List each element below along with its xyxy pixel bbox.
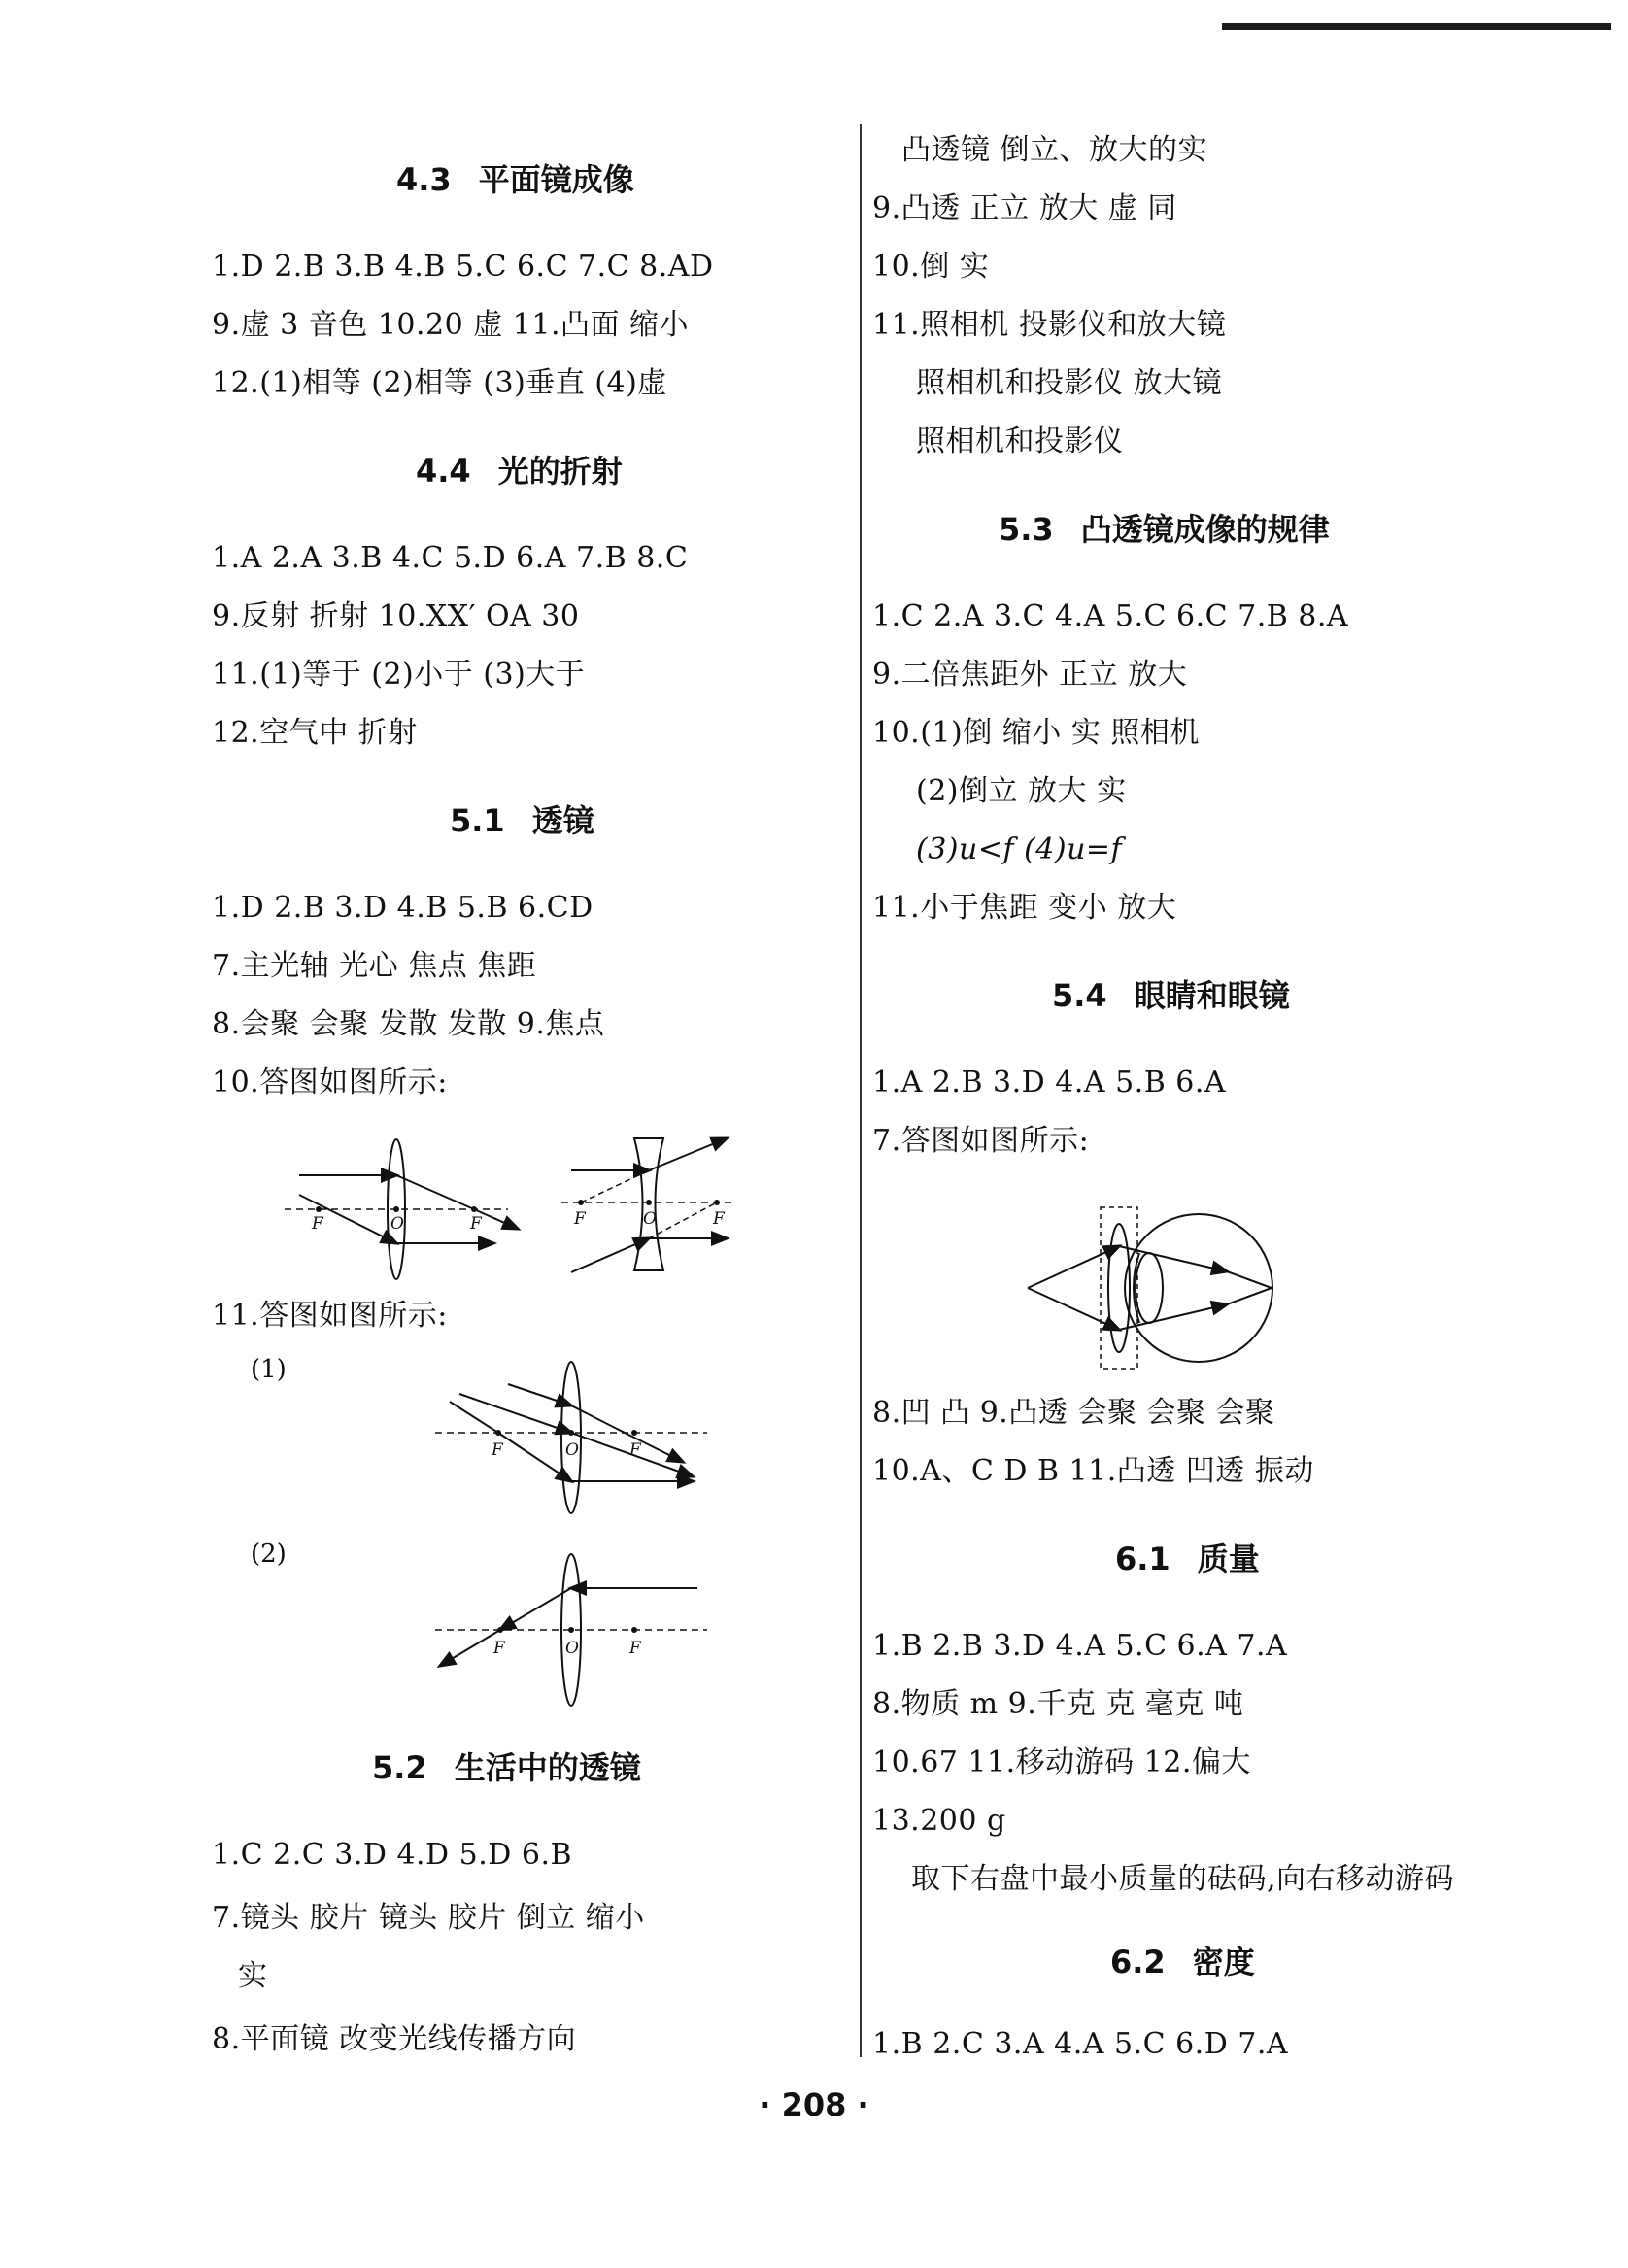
optical-center-label: O xyxy=(565,1639,579,1658)
section-heading-4-4: 4.4 光的折射 xyxy=(416,453,623,490)
answer-line: 8.凹 凸 9.凸透 会聚 会聚 会聚 xyxy=(872,1396,1275,1430)
answer-line: 9.凸透 正立 放大 虚 同 xyxy=(872,191,1177,225)
optical-center-label: O xyxy=(565,1440,579,1460)
answer-line: 10.A、C D B 11.凸透 凹透 振动 xyxy=(872,1454,1314,1488)
answer-line: 1.B 2.B 3.D 4.A 5.C 6.A 7.A xyxy=(872,1629,1288,1663)
answer-line: 11.照相机 投影仪和放大镜 xyxy=(872,308,1227,342)
answer-line: 10.67 11.移动游码 12.偏大 xyxy=(872,1745,1251,1779)
section-heading-5-2: 5.2 生活中的透镜 xyxy=(372,1749,641,1786)
focus-label: F xyxy=(629,1639,641,1658)
answer-line: 1.A 2.B 3.D 4.A 5.B 6.A xyxy=(872,1066,1227,1100)
optical-center-label: O xyxy=(643,1209,657,1229)
answer-line: 11.答图如图所示: xyxy=(212,1299,448,1333)
answer-line: (3)u<f (4)u=f xyxy=(916,832,1123,866)
focus-label: F xyxy=(629,1440,641,1460)
figure-11-2-convex-lens xyxy=(430,1544,712,1709)
answer-line: 11.(1)等于 (2)小于 (3)大于 xyxy=(212,658,586,692)
answer-line: 8.会聚 会聚 发散 发散 9.焦点 xyxy=(212,1007,605,1041)
answer-line: 10.答图如图所示: xyxy=(212,1066,448,1100)
focus-label: F xyxy=(493,1639,505,1658)
concave-lens-diagram xyxy=(561,1138,736,1272)
answer-line: 12.(1)相等 (2)相等 (3)垂直 (4)虚 xyxy=(212,366,667,400)
focus-label: F xyxy=(713,1209,725,1229)
figure-eye-with-lens xyxy=(1023,1200,1275,1379)
section-heading-5-4: 5.4 眼睛和眼镜 xyxy=(1052,977,1290,1014)
answer-line: 10.(1)倒 缩小 实 照相机 xyxy=(872,716,1200,750)
section-heading-4-3: 4.3 平面镜成像 xyxy=(396,161,634,198)
figure-label: (1) xyxy=(251,1355,287,1384)
figure-11-1-convex-lens xyxy=(430,1355,712,1520)
answer-line: 9.反射 折射 10.XX′ OA 30 xyxy=(212,599,580,633)
focus-label: F xyxy=(574,1209,586,1229)
section-heading-5-1: 5.1 透镜 xyxy=(450,802,594,839)
focus-label: F xyxy=(312,1214,323,1234)
page-number: · 208 · xyxy=(759,2086,869,2123)
focus-label: F xyxy=(470,1214,482,1234)
section-heading-6-2: 6.2 密度 xyxy=(1110,1944,1255,1980)
section-heading-6-1: 6.1 质量 xyxy=(1115,1540,1260,1577)
answer-line: 9.虚 3 音色 10.20 虚 11.凸面 缩小 xyxy=(212,308,690,342)
optical-center-label: O xyxy=(390,1214,404,1234)
answer-line: 11.小于焦距 变小 放大 xyxy=(872,891,1177,925)
answer-line: 凸透镜 倒立、放大的实 xyxy=(901,133,1208,167)
answer-line: 照相机和投影仪 xyxy=(916,424,1124,458)
answer-line: 1.C 2.C 3.D 4.D 5.D 6.B xyxy=(212,1838,573,1872)
answer-line: 8.物质 m 9.千克 克 毫克 吨 xyxy=(872,1687,1244,1721)
answer-line: 照相机和投影仪 放大镜 xyxy=(916,366,1223,400)
column-divider xyxy=(860,124,862,2057)
answer-line: (2)倒立 放大 实 xyxy=(916,774,1127,808)
answer-line: 1.C 2.A 3.C 4.A 5.C 6.C 7.B 8.A xyxy=(872,599,1349,633)
convex-lens-diagram xyxy=(285,1139,518,1279)
answer-line: 1.B 2.C 3.A 4.A 5.C 6.D 7.A xyxy=(872,2027,1289,2061)
answer-line: 实 xyxy=(238,1959,268,1993)
answer-line: 7.主光轴 光心 焦点 焦距 xyxy=(212,949,537,983)
answer-line: 12.空气中 折射 xyxy=(212,716,418,750)
answer-line: 8.平面镜 改变光线传播方向 xyxy=(212,2022,577,2056)
answer-line: 9.二倍焦距外 正立 放大 xyxy=(872,658,1188,692)
top-rule xyxy=(1222,23,1611,30)
answer-line: 10.倒 实 xyxy=(872,250,990,284)
answer-line: 1.A 2.A 3.B 4.C 5.D 6.A 7.B 8.C xyxy=(212,541,689,575)
answer-line: 13.200 g xyxy=(872,1804,1006,1838)
answer-line: 7.镜头 胶片 镜头 胶片 倒立 缩小 xyxy=(212,1901,645,1935)
answer-line: 7.答图如图所示: xyxy=(872,1124,1090,1158)
figure-label: (2) xyxy=(251,1540,287,1569)
figure-10-lenses xyxy=(280,1127,746,1292)
answer-line: 取下右盘中最小质量的砝码,向右移动游码 xyxy=(911,1862,1455,1896)
answer-line: 1.D 2.B 3.B 4.B 5.C 6.C 7.C 8.AD xyxy=(212,250,714,284)
section-heading-5-3: 5.3 凸透镜成像的规律 xyxy=(999,511,1330,548)
focus-label: F xyxy=(492,1440,503,1460)
answer-line: 1.D 2.B 3.D 4.B 5.B 6.CD xyxy=(212,891,594,925)
